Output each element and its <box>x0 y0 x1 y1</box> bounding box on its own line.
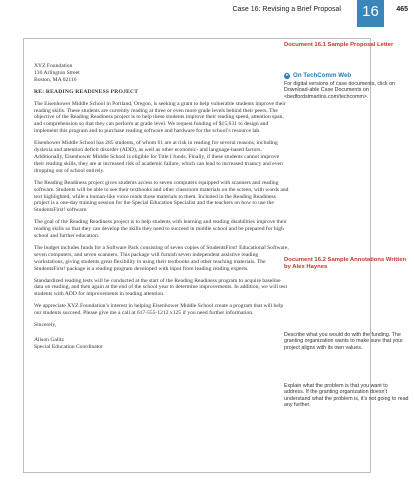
address-line: Boston, MA 02116 <box>34 76 77 83</box>
techcomm-web-box <box>284 72 409 100</box>
subject-line: RE: READING READINESS PROJECT <box>34 88 139 95</box>
annotation-text: Explain what the problem is that you want to address. If the granting organization doesn’t understand what the problem is, it’s not going to read any further. <box>284 383 409 409</box>
running-title: Case 16: Revising a Brief Proposal <box>232 6 341 13</box>
signer-name: Alison Galitz <box>34 337 64 343</box>
letter-paragraph: The budget includes funds for a Software Pack consisting of seven copies of StudentsFirst! Educational Software, seven computers, and seven scanners. This package will furnish seven independent assistive reading workstations, giving students great flexibility in using their textbooks and other teaching materials. The StudentsFirst! package is a reading program developed with input from leading reading experts. <box>34 244 289 272</box>
address-line: XYZ Foundation <box>34 63 73 69</box>
document-16-1-caption-block <box>284 42 409 49</box>
letter-paragraph: Standardized reading tests will be conducted at the start of the Reading Readiness program to acquire baseline data on reading, and then again at the end of the school year to determine improvements. In addition, we will test students with ADD for improvements in reading attention. <box>34 277 288 298</box>
address-line: 130 Arlington Street <box>34 69 80 76</box>
letter-body <box>34 63 289 351</box>
techcomm-text: For digital versions of case documents, click on Download-able Case Documents on <bedfordstmartins.com/techcomm>. <box>284 81 395 100</box>
document-16-1-caption: Document 16.1 Sample Proposal Letter <box>284 42 394 48</box>
letter-paragraph: The Eisenhower Middle School in Portland, Oregon, is seeking a grant to help vulnerable students improve their reading skills. These students are currently reading at three or even more grade levels behind their peers. The objective of the Reading Readiness project is to help these students improve their reading speed, attention span, and comprehension so that they can perform at grade level. We request funding of $15,631 to design and implement this program and to purchase reading software and hardware for the school’s resource lab. <box>34 100 286 135</box>
arrow-circle-icon <box>284 73 290 79</box>
document-16-2-caption: Document 16.2 Sample Annotations Written by Alex Haynes <box>284 257 407 271</box>
techcomm-title: On TechComm Web <box>293 72 352 79</box>
page-header <box>0 0 414 27</box>
annotation-2 <box>284 383 409 409</box>
letter-paragraph: The Reading Readiness project gives students access to seven computers equipped with scanners and reading software. Students will be able to see their textbooks and other classroom materials on the screen, with words and text highlighted, while a human-like voice reads those materials to them. Included in the Reading Readiness project is a one-day training session for the Special Education Specialist and the teachers on how to use the StudentsFirst! software. <box>34 179 289 214</box>
closing: Sincerely, <box>34 322 57 329</box>
page-number: 465 <box>396 6 408 13</box>
signer-title: Special Education Coordinator <box>34 343 103 350</box>
letter-paragraph: The goal of the Reading Readiness project is to help students with learning and reading disabilities improve their reading skills so that they can develop the skills they need to succeed in middle school and be prepared for high school and further education. <box>34 219 287 240</box>
recipient-address <box>34 63 289 84</box>
letter-paragraph: We appreciate XYZ Foundation’s interest in helping Eisenhower Middle School create a program that will help our students succeed. Please give me a call at 617-555-1212 x125 if you need further information. <box>34 303 284 317</box>
signature-block <box>34 337 289 351</box>
annotation-1 <box>284 332 409 351</box>
document-16-2-caption-block <box>284 257 409 271</box>
letter-paragraph: Eisenhower Middle School has 285 students, of whom 61 are at risk in reading for several reasons, including dyslexia and attention deficit disorder (ADD), as well as other economic- and language-based factors. Additionally, Eisenhower Middle School is eligible for Title I funds. Finally, if these students cannot improve their reading skills, they are at increased risk of academic failure, which can lead to increased truancy and even dropping out of school entirely. <box>34 140 283 174</box>
annotation-text: Describe what you would do with the funding. The granting organization wants to make sure that your project aligns with its own values. <box>284 332 403 351</box>
chapter-number-tab: 16 <box>357 0 384 27</box>
